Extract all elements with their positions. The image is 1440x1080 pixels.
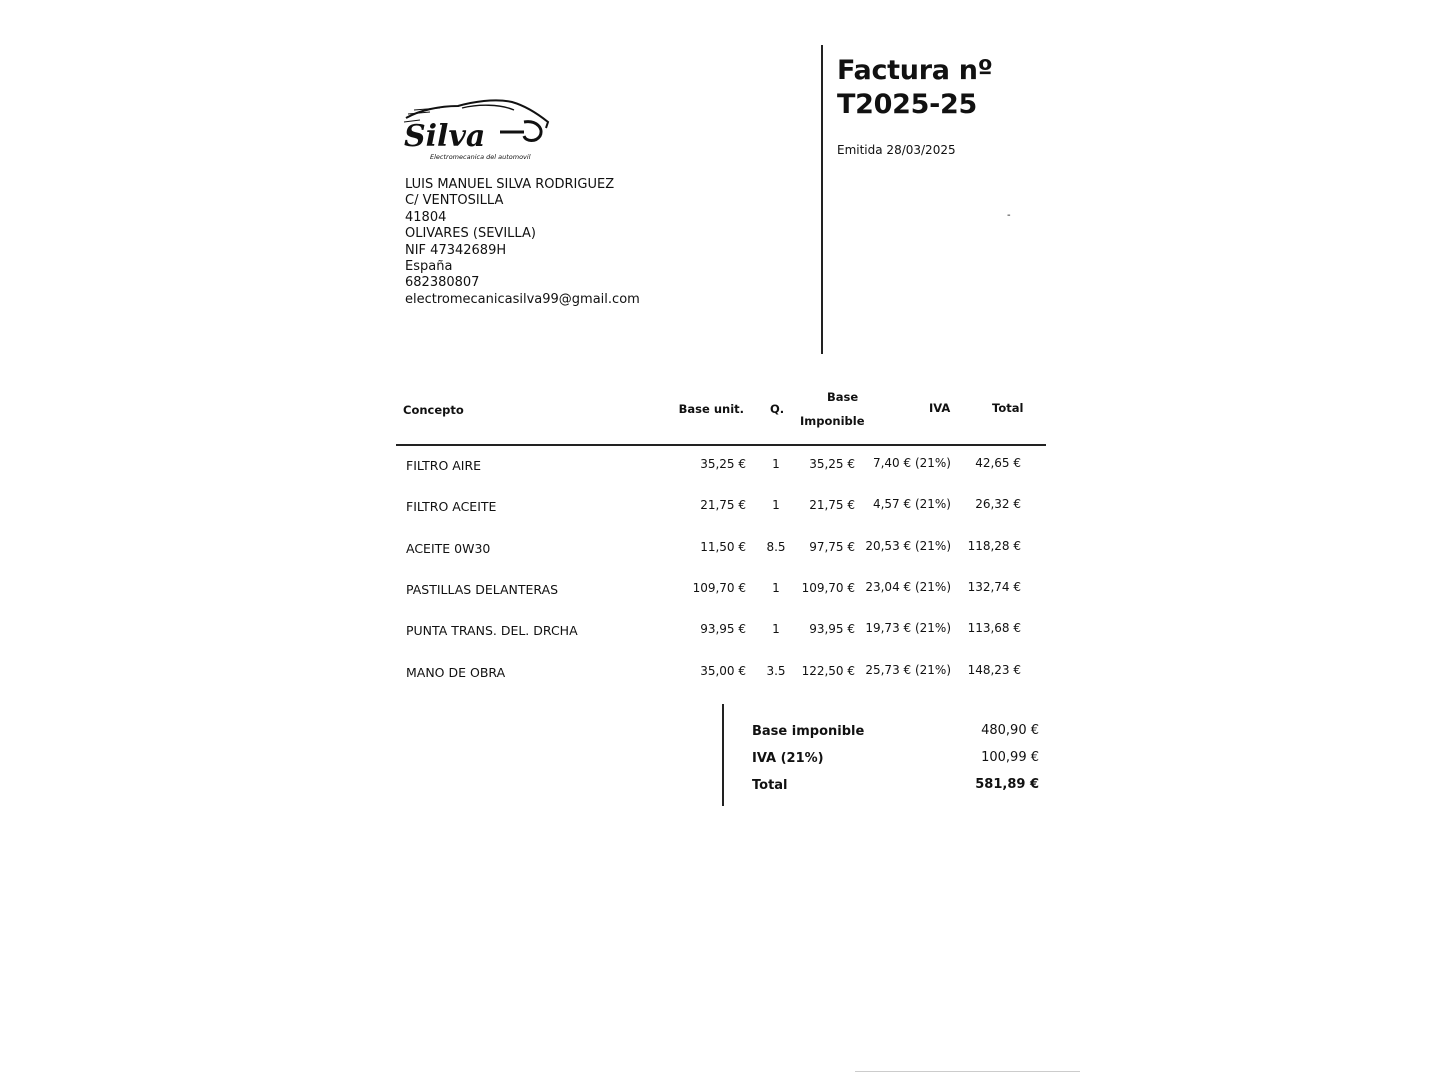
row-unit-base: 93,95 € — [700, 622, 746, 636]
row-vat: 20,53 € (21%) — [865, 539, 951, 553]
row-vat: 25,73 € (21%) — [865, 663, 951, 677]
summary-base-value: 480,90 € — [981, 723, 1039, 738]
company-logo — [400, 96, 556, 164]
row-concept: FILTRO AIRE — [406, 458, 482, 473]
summary-base-label: Base imponible — [752, 724, 865, 739]
row-qty: 3.5 — [766, 664, 786, 678]
row-qty: 8.5 — [766, 540, 786, 554]
invoice-number: T2025-25 — [837, 89, 977, 120]
row-concept: PUNTA TRANS. DEL. DRCHA — [406, 623, 578, 638]
row-unit-base: 35,25 € — [700, 457, 746, 471]
issuer-block — [405, 177, 640, 308]
issuer-country: España — [405, 259, 453, 275]
wrench-icon — [500, 122, 541, 141]
row-concept: MANO DE OBRA — [406, 665, 506, 680]
row-vat: 7,40 € (21%) — [872, 456, 951, 470]
col-header-qty: Q. — [770, 402, 785, 416]
row-qty: 1 — [772, 622, 780, 636]
row-unit-base: 21,75 € — [700, 498, 746, 512]
row-qty: 1 — [772, 457, 780, 471]
row-total: 26,32 € — [975, 497, 1021, 511]
row-total: 118,28 € — [967, 539, 1021, 553]
row-unit-base: 35,00 € — [700, 664, 746, 678]
row-total: 148,23 € — [967, 663, 1021, 677]
row-total: 42,65 € — [975, 456, 1021, 470]
row-total: 132,74 € — [967, 580, 1021, 594]
summary-total-value: 581,89 € — [975, 777, 1039, 792]
row-taxable-base: 122,50 € — [801, 664, 855, 678]
row-taxable-base: 93,95 € — [809, 622, 855, 636]
header-divider — [821, 45, 823, 354]
col-header-total: Total — [992, 401, 1024, 415]
invoice-title — [837, 54, 993, 122]
issuer-phone: 682380807 — [405, 275, 480, 291]
scan-edge-line — [855, 1071, 1080, 1072]
logo-tagline: Electromecanica del automovil — [430, 153, 531, 161]
issuer-postal-code: 41804 — [405, 209, 447, 225]
row-taxable-base: 21,75 € — [809, 498, 855, 512]
col-header-vat: IVA — [929, 401, 951, 415]
row-taxable-base: 35,25 € — [809, 457, 855, 471]
col-header-concept: Concepto — [403, 403, 464, 417]
col-header-unit-base: Base unit. — [678, 402, 744, 416]
col-header-base-line1: Base — [827, 390, 859, 404]
row-concept: FILTRO ACEITE — [406, 499, 497, 514]
row-vat: 23,04 € (21%) — [865, 580, 951, 594]
col-header-base-line2: Imponible — [800, 414, 865, 428]
summary-vat-label: IVA (21%) — [752, 751, 824, 766]
row-taxable-base: 97,75 € — [809, 540, 855, 554]
issuer-email: electromecanicasilva99@gmail.com — [405, 291, 640, 307]
logo-brand: Silva — [404, 119, 486, 154]
row-vat: 4,57 € (21%) — [872, 497, 951, 511]
invoice-title-label: Factura nº — [837, 55, 993, 86]
row-concept: PASTILLAS DELANTERAS — [406, 582, 559, 597]
row-qty: 1 — [772, 581, 780, 595]
table-header-rule — [396, 444, 1046, 446]
row-unit-base: 109,70 € — [692, 581, 746, 595]
row-concept: ACEITE 0W30 — [406, 541, 491, 556]
stray-mark: - — [1007, 210, 1011, 221]
issuer-nif: NIF 47342689H — [405, 242, 507, 258]
issuer-name: LUIS MANUEL SILVA RODRIGUEZ — [405, 177, 615, 192]
invoice-issue-date: Emitida 28/03/2025 — [837, 143, 956, 157]
row-qty: 1 — [772, 498, 780, 512]
issuer-city: OLIVARES (SEVILLA) — [405, 226, 536, 242]
row-total: 113,68 € — [967, 621, 1021, 635]
summary-divider — [722, 704, 724, 806]
issuer-address: C/ VENTOSILLA — [405, 193, 504, 209]
summary-total-label: Total — [752, 778, 788, 793]
row-unit-base: 11,50 € — [700, 540, 746, 554]
row-taxable-base: 109,70 € — [801, 581, 855, 595]
row-vat: 19,73 € (21%) — [865, 621, 951, 635]
summary-vat-value: 100,99 € — [981, 750, 1039, 765]
